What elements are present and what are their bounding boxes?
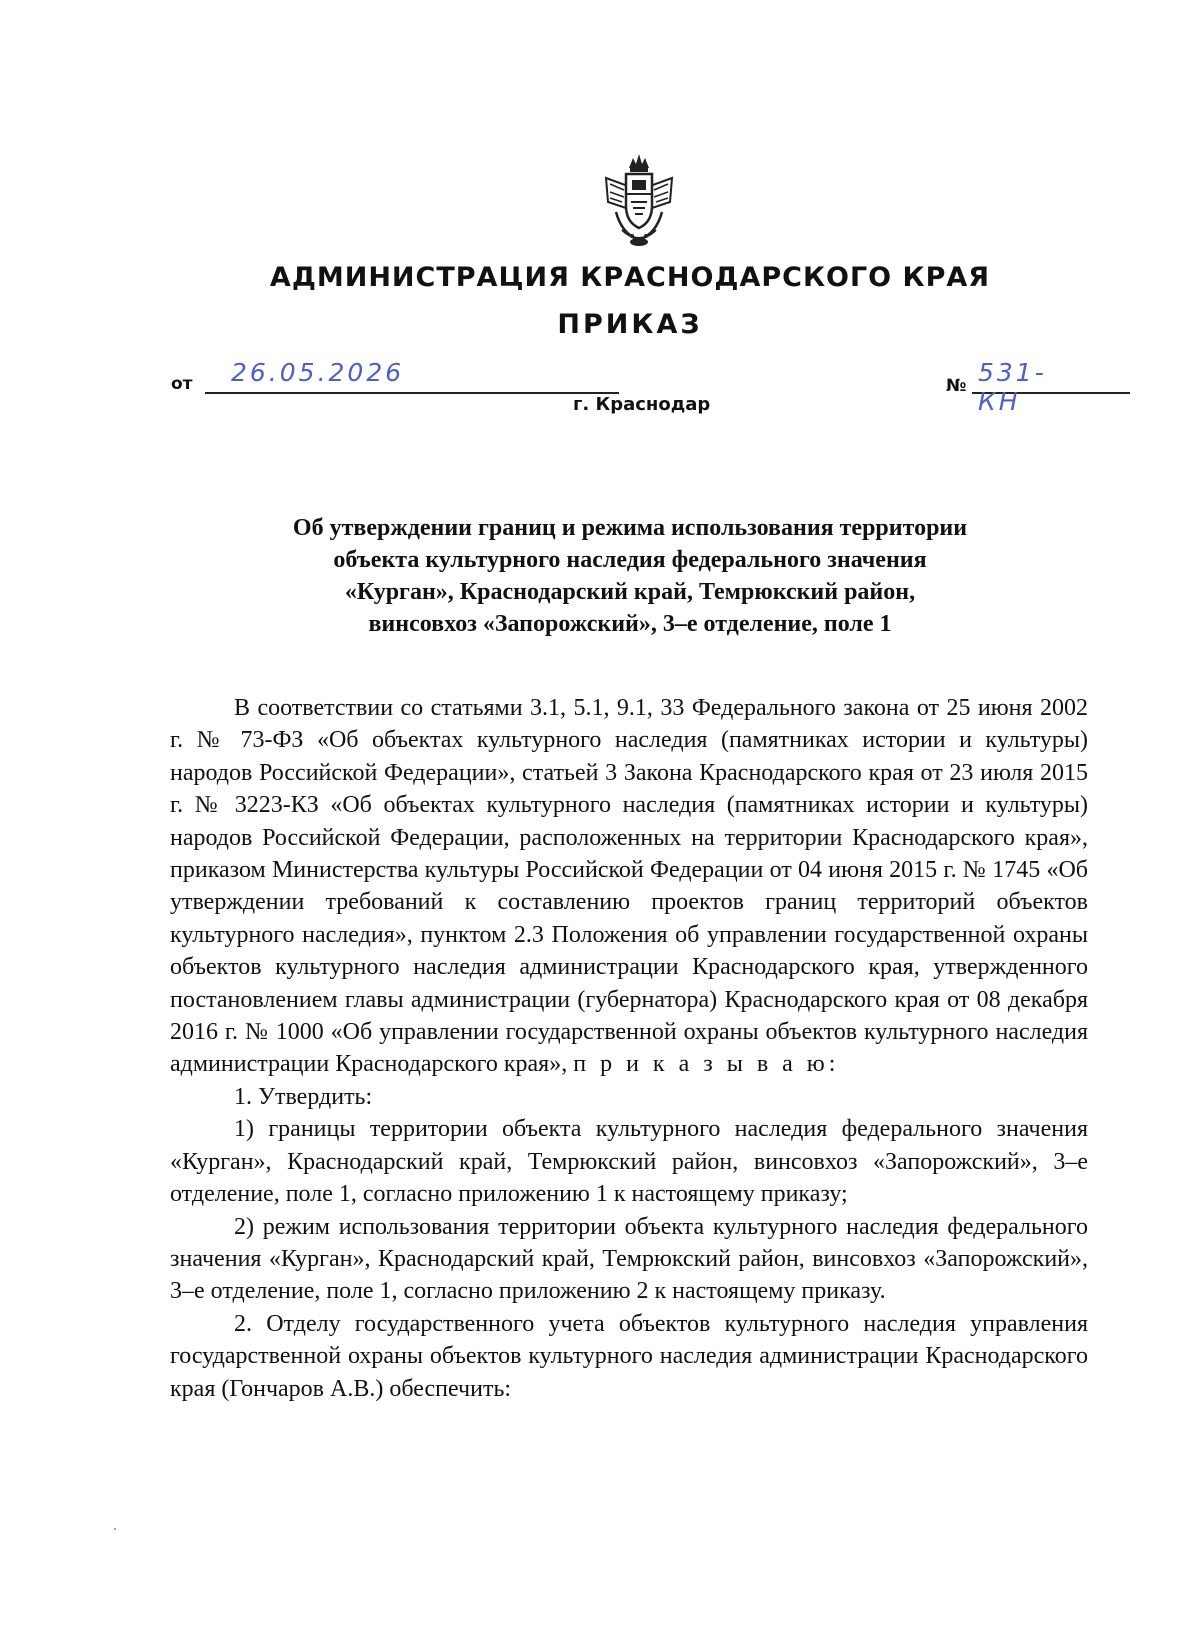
item-1-2: 2) режим использования территории объекта культурного наследия федерального значения «Курган», Краснодарский край, Темрюкский район, винсовхоз «Запорожский», 3–е отделение, поле 1, согласно приложению 2 к настоящему приказу. [170,1213,1088,1305]
number-value: 531-КН [978,358,1047,416]
title-line: объекта культурного наследия федерального значения [333,547,927,573]
preamble-text: В соответствии со статьями 3.1, 5.1, 9.1, 33 Федерального закона от 25 июня 2002 г. № 73-ФЗ «Об объектах культурного наследия (памятниках истории и культуры) народов Российской Федерации», статьей 3 Закона Краснодарского края от 23 июля 2015 г. № 3223-КЗ «Об объектах культурного наследия (памятниках истории и культуры) народов Российской Федерации, расположенных на территории Краснодарского края», приказом Министерства культуры Российской Федерации от 04 июня 2015 г. № 1745 «Об утверждении требований к составлению проектов границ территорий объектов культурного наследия», пунктом 2.3 Положения об управлении государственной охраны объектов культурного наследия администрации Краснодарского края, утвержденного постановлением главы администрации (губернатора) Краснодарского края от 08 декабря 2016 г. № 1000 «Об управлении государственной охраны объектов культурного наследия администрации Краснодарского края», [170,695,1088,1078]
date-label: от [171,374,193,394]
date-value: 26.05.2026 [231,358,405,387]
item-1: 1. Утвердить: [234,1083,373,1110]
order-word: п р и к а з ы в а ю: [573,1051,840,1078]
city-name: г. Краснодар [573,394,711,415]
document-title [160,512,1100,640]
item-2: 2. Отделу государственного учета объектов культурного наследия управления государственной охраны объектов культурного наследия администрации Краснодарского края (Гончаров А.В.) обеспечить: [170,1310,1088,1402]
preamble-paragraph [170,692,1088,1081]
title-line: «Курган», Краснодарский край, Темрюкский район, [344,579,916,605]
scan-artifact [114,1528,116,1530]
title-line: винсовхоз «Запорожский», 3–е отделение, поле 1 [368,611,892,637]
number-label: № [946,376,967,396]
krasnodar-coat-of-arms-icon [602,150,676,250]
document-type: ПРИКАЗ [557,309,703,340]
document-body [170,692,1088,1405]
title-line: Об утверждении границ и режима использования территории [292,515,968,541]
date-underline [205,392,619,394]
agency-name: АДМИНИСТРАЦИЯ КРАСНОДАРСКОГО КРАЯ [269,262,991,293]
item-1-1: 1) границы территории объекта культурного наследия федерального значения «Курган», Краснодарский край, Темрюкский район, винсовхоз «Запорожский», 3–е отделение, поле 1, согласно приложению 1 к настоящему приказу; [170,1116,1088,1208]
